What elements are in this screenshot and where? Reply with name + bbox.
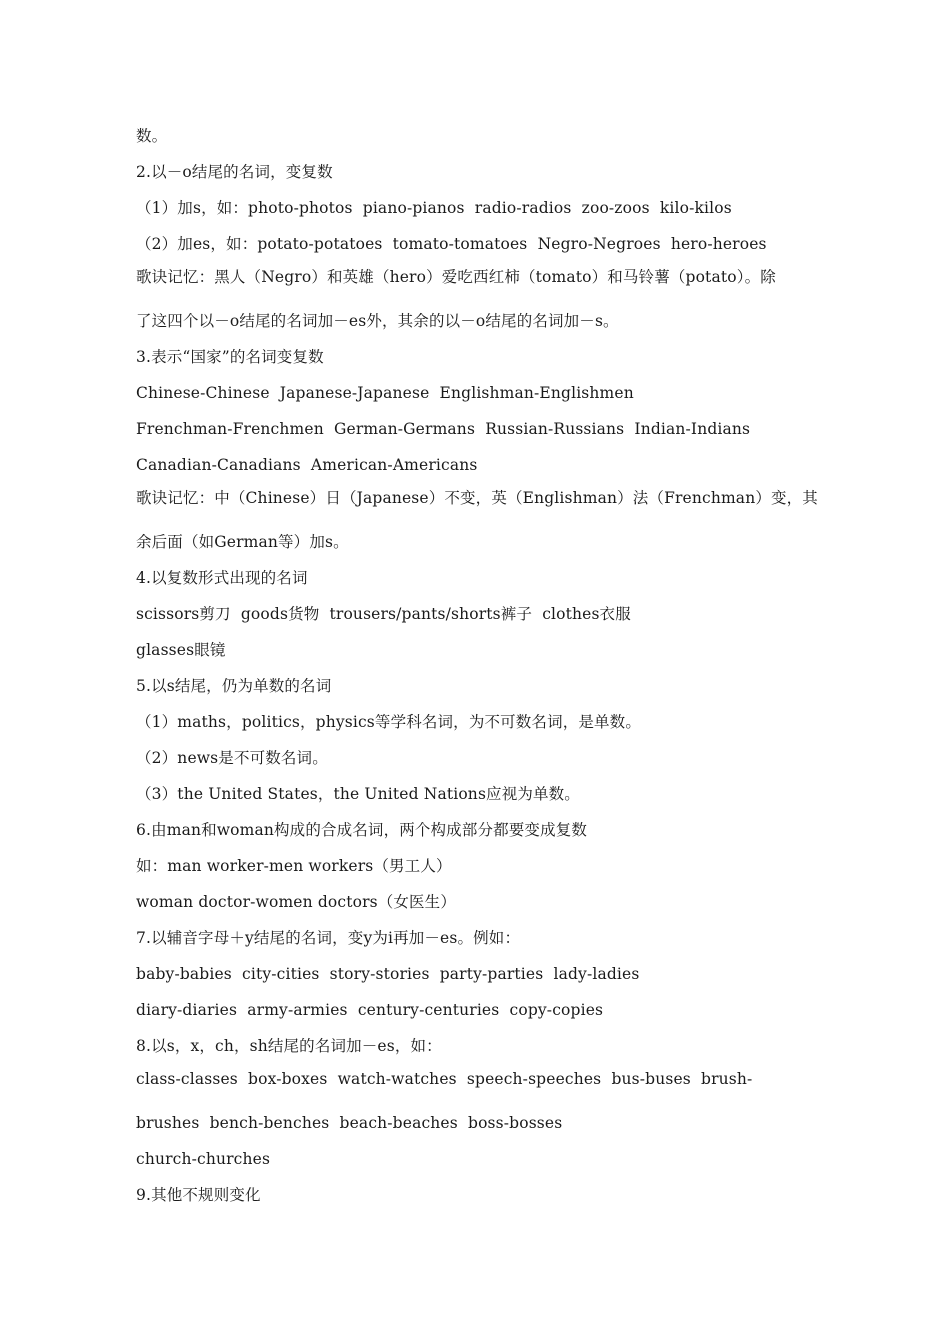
section-heading: 8.以s，x，ch，sh结尾的名词加－es，如： xyxy=(136,1037,442,1055)
text-line: Chinese-Chinese Japanese-Japanese Englishman-Englishmen xyxy=(136,384,634,402)
text-line: 数。 xyxy=(136,127,168,145)
text-line: Canadian-Canadians American-Americans xyxy=(136,456,478,474)
text-line: （3）the United States，the United Nations应视为单数。 xyxy=(136,785,580,803)
text-line: 歌诀记忆：黑人（Negro）和英雄（hero）爱吃西红柿（tomato）和马铃薯（potato）。除 xyxy=(136,268,776,286)
text-line: church-churches xyxy=(136,1150,271,1168)
text-line: scissors剪刀 goods货物 trousers/pants/shorts裤子 clothes衣服 xyxy=(136,605,631,623)
text-line: 了这四个以－o结尾的名词加－es外，其余的以－o结尾的名词加－s。 xyxy=(136,312,619,330)
text-line: 如：man worker-men workers（男工人） xyxy=(136,857,452,875)
text-line: （1）maths，politics，physics等学科名词，为不可数名词，是单数。 xyxy=(136,713,641,731)
text-line: （2）news是不可数名词。 xyxy=(136,749,328,767)
section-heading: 2.以－o结尾的名词，变复数 xyxy=(136,163,333,181)
section-heading: 7.以辅音字母＋y结尾的名词，变y为i再加－es。例如： xyxy=(136,929,521,947)
text-line: class-classes box-boxes watch-watches speech-speeches bus-buses brush- xyxy=(136,1070,753,1088)
section-heading: 9.其他不规则变化 xyxy=(136,1186,261,1204)
text-line: woman doctor-women doctors（女医生） xyxy=(136,893,456,911)
section-heading: 3.表示“国家”的名词变复数 xyxy=(136,348,324,366)
text-line: （2）加es，如：potato-potatoes tomato-tomatoes Negro-Negroes hero-heroes xyxy=(136,235,767,253)
section-heading: 4.以复数形式出现的名词 xyxy=(136,569,308,587)
section-heading: 5.以s结尾，仍为单数的名词 xyxy=(136,677,332,695)
text-line: （1）加s，如：photo-photos piano-pianos radio-radios zoo-zoos kilo-kilos xyxy=(136,199,732,217)
text-line: brushes bench-benches beach-beaches boss-bosses xyxy=(136,1114,563,1132)
text-line: glasses眼镜 xyxy=(136,641,226,659)
document-body xyxy=(136,118,826,1213)
text-line: baby-babies city-cities story-stories party-parties lady-ladies xyxy=(136,965,640,983)
section-heading: 6.由man和woman构成的合成名词，两个构成部分都要变成复数 xyxy=(136,821,588,839)
text-line: Frenchman-Frenchmen German-Germans Russian-Russians Indian-Indians xyxy=(136,420,751,438)
text-line: diary-diaries army-armies century-centuries copy-copies xyxy=(136,1001,604,1019)
text-line: 余后面（如German等）加s。 xyxy=(136,533,349,551)
text-line: 歌诀记忆：中（Chinese）日（Japanese）不变，英（Englishman）法（Frenchman）变，其 xyxy=(136,489,818,507)
